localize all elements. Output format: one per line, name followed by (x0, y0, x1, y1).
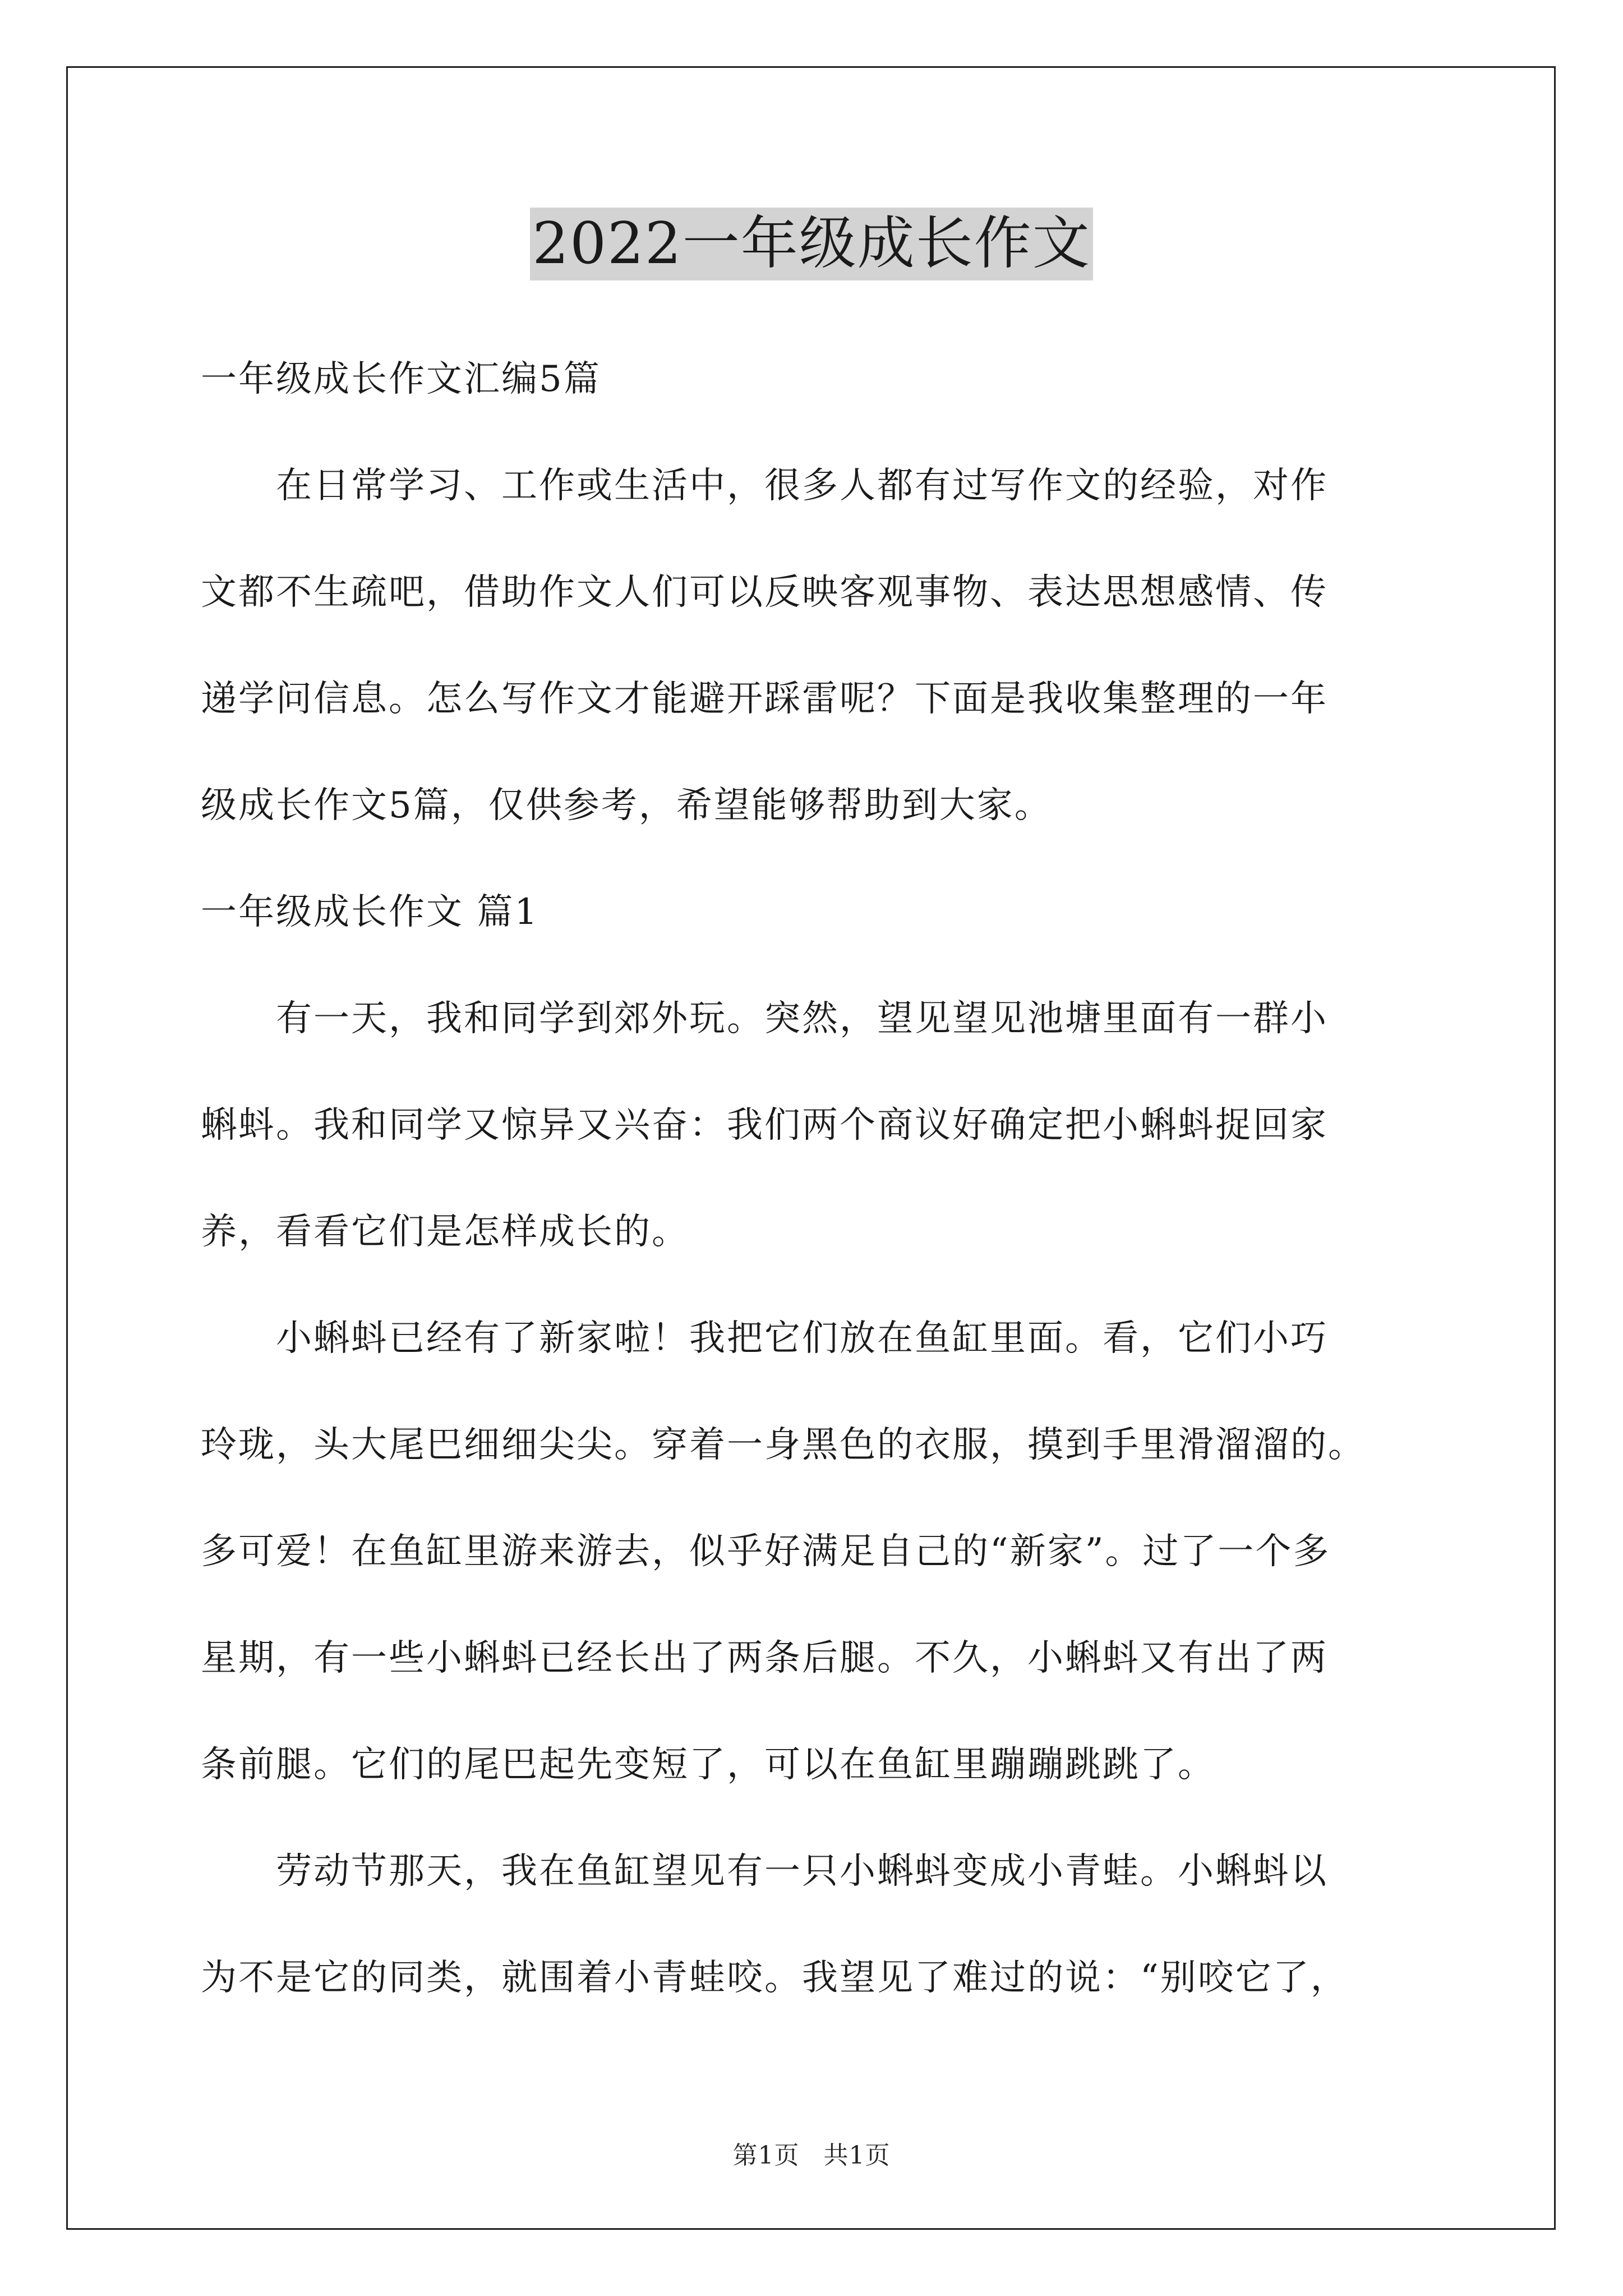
subtitle-block (201, 357, 1435, 402)
paragraph-line: 有一天，我和同学到郊外玩。突然，望见望见池塘里面有一群小 (201, 998, 1328, 1039)
page-footer (0, 2135, 1623, 2171)
essay-body (201, 996, 1435, 2062)
section-heading: 一年级成长作文 篇1 (201, 891, 540, 933)
paragraph-line: 条前腿。它们的尾巴起先变短了，可以在鱼缸里蹦蹦跳跳了。 (201, 1744, 1215, 1786)
title-container (0, 208, 1623, 280)
paragraph-line: 多可爱！在鱼缸里游来游去，似乎好满足自己的“新家”。过了一个多 (201, 1531, 1331, 1572)
paragraph-line: 养，看看它们是怎样成长的。 (201, 1211, 689, 1253)
page-number: 第1页 (732, 2141, 800, 2170)
paragraph-line: 星期，有一些小蝌蚪已经长出了两条后腿。不久，小蝌蚪又有出了两 (201, 1637, 1328, 1679)
paragraph-line: 级成长作文5篇，仅供参考，希望能够帮助到大家。 (201, 785, 1052, 826)
paragraph-line: 劳动节那天，我在鱼缸望见有一只小蝌蚪变成小青蛙。小蝌蚪以 (201, 1851, 1328, 1892)
paragraph-line: 文都不生疏吧，借助作文人们可以反映客观事物、表达思想感情、传 (201, 572, 1328, 613)
page-total: 共1页 (823, 2141, 891, 2170)
document-subtitle: 一年级成长作文汇编5篇 (201, 358, 601, 400)
paragraph-line: 蝌蚪。我和同学又惊异又兴奋：我们两个商议好确定把小蝌蚪捉回家 (201, 1105, 1328, 1146)
paragraph-line: 为不是它的同类，就围着小青蛙咬。我望见了难过的说：“别咬它了， (201, 1957, 1348, 1999)
document-title: 2022一年级成长作文 (530, 208, 1093, 280)
intro-paragraph (201, 463, 1435, 890)
paragraph-line: 玲珑，头大尾巴细细尖尖。穿着一身黑色的衣服，摸到手里滑溜溜的。 (201, 1424, 1366, 1466)
section-heading-block (201, 890, 1435, 935)
paragraph-line: 小蝌蚪已经有了新家啦！我把它们放在鱼缸里面。看，它们小巧 (201, 1318, 1328, 1359)
paragraph-line: 在日常学习、工作或生活中，很多人都有过写作文的经验，对作 (201, 465, 1328, 507)
paragraph-line: 递学问信息。怎么写作文才能避开踩雷呢？下面是我收集整理的一年 (201, 678, 1328, 720)
